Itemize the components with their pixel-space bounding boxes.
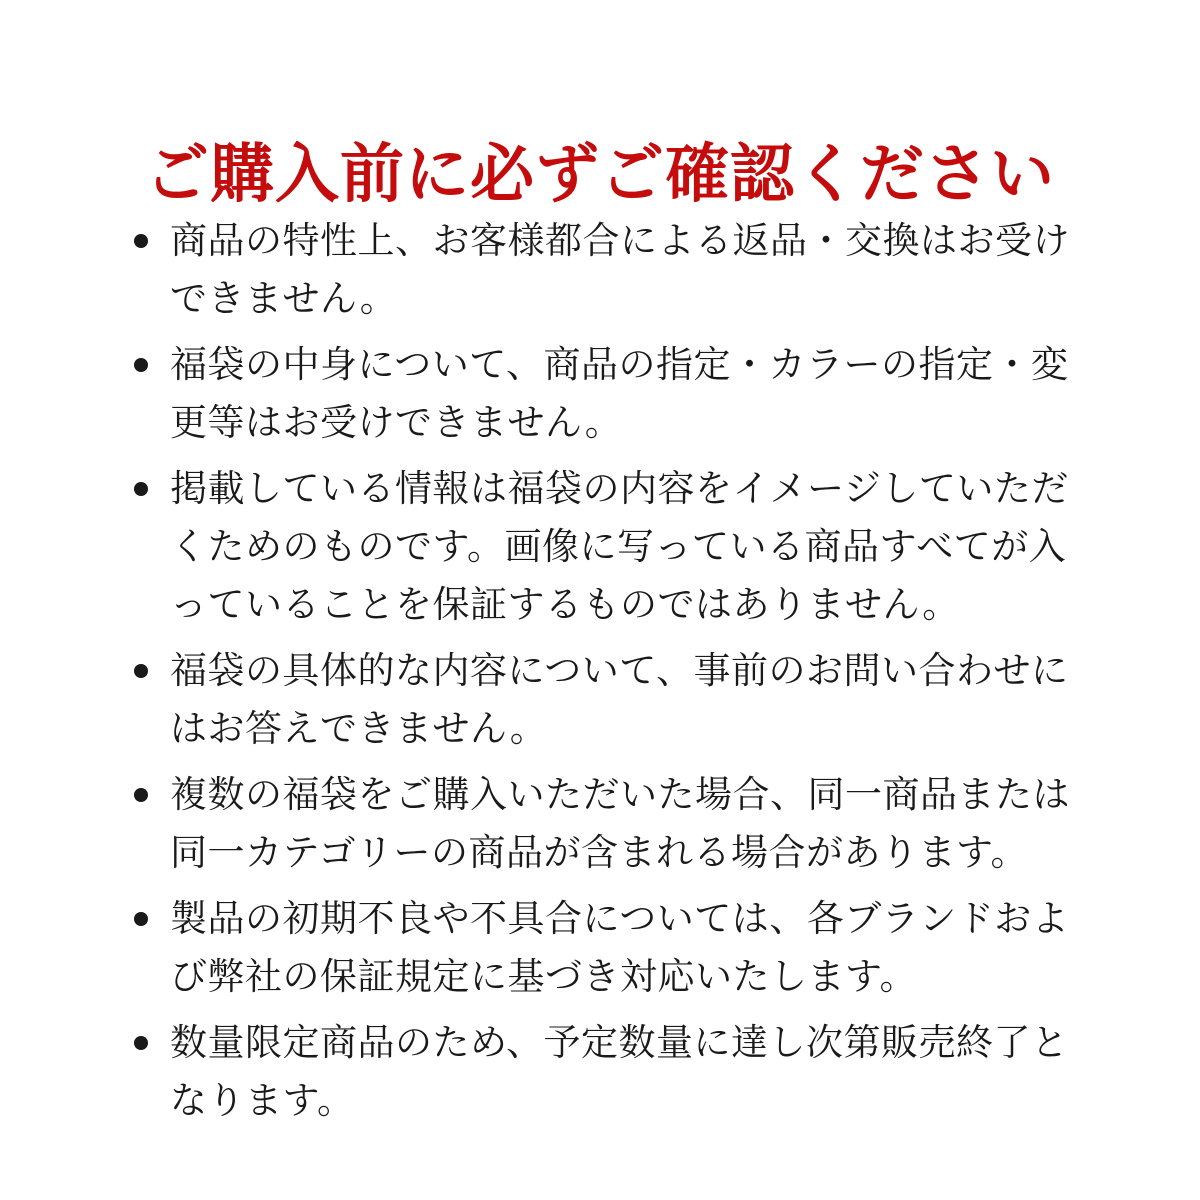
notice-item [122, 212, 1097, 328]
notice-list [122, 212, 1097, 1138]
notice-item [122, 890, 1097, 1006]
bullet-icon [134, 482, 148, 496]
notice-text: 商品の特性上、お客様都合による返品・交換はお受けできません。 [170, 219, 1070, 320]
notice-item [122, 1014, 1097, 1130]
notice-item [122, 460, 1097, 634]
bullet-icon [134, 664, 148, 678]
notice-text: 製品の初期不良や不具合については、各ブランドおよび弊社の保証規定に基づき対応いたします。 [170, 897, 1070, 998]
bullet-icon [134, 788, 148, 802]
bullet-icon [134, 358, 148, 372]
notice-item [122, 336, 1097, 452]
bullet-icon [134, 234, 148, 248]
notice-text: 複数の福袋をご購入いただいた場合、同一商品または同一カテゴリーの商品が含まれる場合があります。 [170, 773, 1070, 874]
notice-item [122, 642, 1097, 758]
notice-text: 数量限定商品のため、予定数量に達し次第販売終了となります。 [170, 1021, 1069, 1122]
page-title: ご購入前に必ずご確認ください [145, 137, 1055, 212]
bullet-icon [134, 1036, 148, 1050]
notice-text: 福袋の中身について、商品の指定・カラーの指定・変更等はお受けできません。 [170, 343, 1069, 444]
notice-item [122, 766, 1097, 882]
bullet-icon [134, 912, 148, 926]
notice-text: 福袋の具体的な内容について、事前のお問い合わせにはお答えできません。 [170, 649, 1069, 750]
notice-text: 掲載している情報は福袋の内容をイメージしていただくためのものです。画像に写っている商品すべてが入っていることを保証するものではありません。 [170, 467, 1069, 626]
